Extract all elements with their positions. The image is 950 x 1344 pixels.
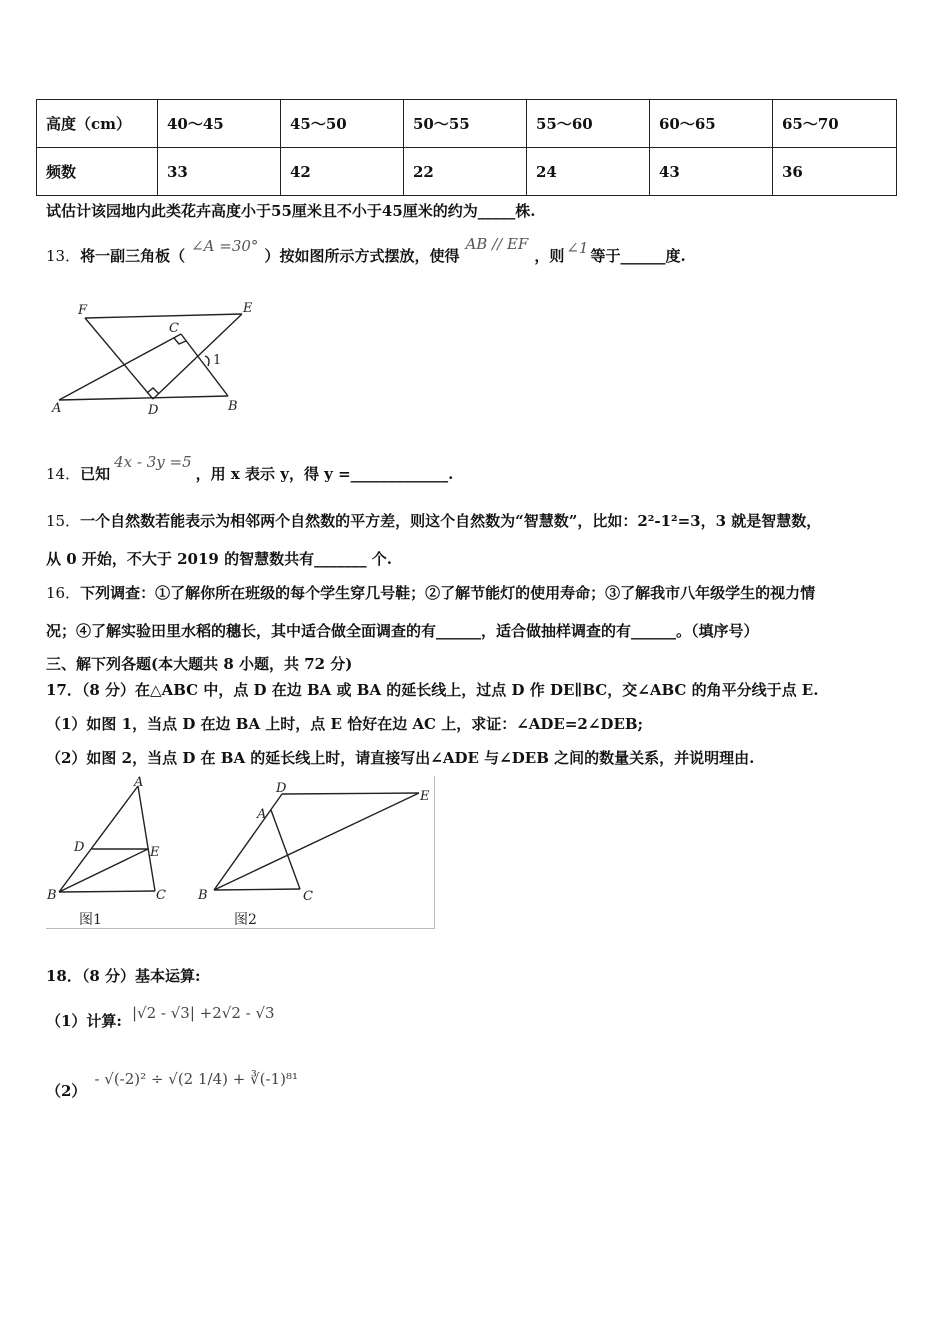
fig2-label-B: B: [198, 888, 208, 903]
q13-text: 等于______度.: [590, 247, 686, 265]
q13-figure: [48, 296, 263, 418]
q13-angle1-math: ∠1: [566, 239, 589, 257]
label-A: A: [52, 401, 62, 416]
line-FE: [85, 314, 242, 318]
fig2-line-BE: [214, 793, 419, 890]
table-cell: 60～65: [650, 100, 773, 148]
label-D: D: [148, 403, 159, 418]
q12-tail-text: 试估计该园地内此类花卉高度小于55厘米且不小于45厘米的约为_____株.: [46, 202, 536, 220]
q13-text: ）按如图所示方式摆放，使得: [264, 247, 460, 265]
q18-part2-label: （2）: [46, 1082, 87, 1100]
frequency-table: [36, 99, 897, 196]
q14-number: 14．: [46, 465, 81, 483]
fig2-line-BC: [214, 889, 300, 890]
q15-text: 一个自然数若能表示为相邻两个自然数的平方差，则这个自然数为“智慧数”，比如：2²-1²=3，3 就是智慧数，: [80, 512, 822, 530]
q13-text: ，则: [534, 247, 565, 265]
fig1-label-E: E: [150, 845, 160, 860]
table-cell: 45～50: [281, 100, 404, 148]
label-B: B: [228, 399, 238, 414]
q13-number: 13．: [46, 247, 81, 265]
q14-text: 已知: [80, 465, 111, 483]
q16-number: 16．: [46, 584, 81, 602]
angle1-arc: [205, 356, 209, 366]
fig2-label-D: D: [276, 781, 287, 796]
fig2-label-C: C: [303, 889, 313, 904]
table-cell: 22: [404, 148, 527, 196]
q16-text: 下列调查：①了解你所在班级的每个学生穿几号鞋；②了解节能灯的使用寿命；③了解我市八年级学生的视力情: [80, 584, 816, 602]
fig2-line-AC: [271, 810, 300, 889]
q15-number: 15．: [46, 512, 81, 530]
fig2-label-E: E: [420, 789, 430, 804]
fig1-label-C: C: [156, 888, 166, 903]
q18-stem: 18．（8 分）基本运算:: [46, 967, 201, 985]
table-row: [37, 148, 897, 196]
q18-part2-expression: - √(-2)² ÷ √(2 1/4) + ∛(-1)⁸¹: [94, 1070, 298, 1088]
fig2-line-BD: [214, 794, 282, 890]
fig1-caption: 图1: [79, 912, 102, 928]
q18-part1-line: [46, 1004, 275, 1031]
q15-line1: [46, 510, 821, 531]
line-FD: [85, 318, 153, 399]
table-cell: 频数: [37, 148, 158, 196]
fig2-line-DE: [282, 793, 419, 794]
fig1-line-BA: [59, 786, 138, 892]
q14-equation: 4x - 3y =5: [114, 453, 192, 471]
q17-figures: [46, 776, 434, 928]
table-cell: 42: [281, 148, 404, 196]
q16-line2: 况；④了解实验田里水稻的穗长，其中适合做全面调查的有______，适合做抽样调查的有______。（填序号）: [46, 622, 759, 640]
section-heading: 三、解下列各题(本大题共 8 小题，共 72 分): [46, 655, 353, 673]
table-cell: 65～70: [773, 100, 897, 148]
fig1-line-AC: [138, 786, 155, 891]
line-AB: [59, 396, 228, 400]
table-cell: 40～45: [158, 100, 281, 148]
fig1-label-A: A: [134, 776, 144, 790]
fig1-label-D: D: [74, 840, 85, 855]
label-1: 1: [213, 353, 222, 368]
table-row: [37, 100, 897, 148]
table-cell: 43: [650, 148, 773, 196]
q18-part2-line: [46, 1070, 298, 1101]
table-cell: 33: [158, 148, 281, 196]
label-F: F: [78, 303, 88, 318]
q17-part1: （1）如图 1，当点 D 在边 BA 上时，点 E 恰好在边 AC 上，求证：∠ADE=2∠DEB;: [46, 715, 644, 733]
fig1-line-BE: [59, 849, 148, 892]
q14-line: [46, 453, 454, 484]
q13-line: [46, 235, 686, 266]
q13-angle-math: ∠A =30°: [191, 237, 259, 255]
fig2-caption: 图2: [234, 912, 257, 928]
table-cell: 36: [773, 148, 897, 196]
q17-stem: 17．（8 分）在△ABC 中，点 D 在边 BA 或 BA 的延长线上，过点 D 作 DE∥BC，交∠ABC 的角平分线于点 E.: [46, 681, 819, 699]
q13-text: 将一副三角板（: [80, 247, 186, 265]
q16-line1: [46, 582, 815, 603]
q17-part2: （2）如图 2，当点 D 在 BA 的延长线上时，请直接写出∠ADE 与∠DEB 之间的数量关系，并说明理由.: [46, 749, 755, 767]
q15-line2: 从 0 开始，不大于 2019 的智慧数共有_______ 个.: [46, 550, 393, 568]
q14-text: ，用 x 表示 y，得 y =_____________.: [195, 465, 454, 483]
label-E: E: [243, 301, 253, 316]
fig1-label-B: B: [47, 888, 57, 903]
table-cell: 50～55: [404, 100, 527, 148]
q13-parallel-math: AB // EF: [465, 235, 529, 253]
q18-part1-expression: |√2 - √3| +2√2 - √3: [131, 1004, 275, 1022]
q18-part1-label: （1）计算:: [46, 1012, 122, 1030]
table-cell: 24: [527, 148, 650, 196]
fig1-line-BC: [59, 891, 155, 892]
label-C: C: [169, 321, 179, 336]
fig2-label-A: A: [257, 807, 267, 822]
table-cell: 高度（cm）: [37, 100, 158, 148]
table-cell: 55～60: [527, 100, 650, 148]
